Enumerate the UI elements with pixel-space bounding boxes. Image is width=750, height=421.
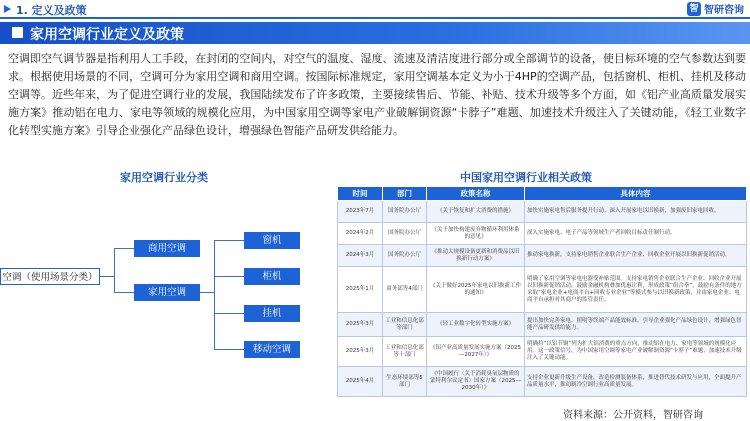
top-bar (0, 0, 750, 18)
cell-policy: 《推动大规模设备更新和消费品以旧换新行动方案》 (427, 245, 525, 267)
cell-dept: 国务院办公厅 (383, 223, 427, 245)
cell-policy: 《关于恢复和扩大消费的措施》 (427, 201, 525, 223)
connector (200, 292, 214, 293)
cell-dept: 工业和信息化部等部门 (383, 313, 427, 337)
logo-mark-icon: 智 (687, 2, 701, 16)
classification-diagram (0, 186, 300, 386)
intro-paragraph: 空调即空气调节器是指利用人工手段，在封闭的空间内，对空气的温度、湿度、流速及清洁度进行部分或全部调节的设备，使目标环境的空气参数达到要求。根据使用场景的不同，空调可分为家用空调和商用空调。按国际标准规定，家用空调基本定义为小于4HP的空调产品，包括窗机、柜机、挂机及移动空调等。近些年来，为了促进空调行业的发展，我国陆续发布了许多政策，主要接续售后、节能、补贴、技术升级等多个方面，如《铝产业高质量发展实施方案》推动铝在电力、家电等领域的规模化应用，为中国家用空调等家电产业破解铜资源“卡脖子”难题、加速技术升级注入了关键动能，《轻工业数字化转型实施方案》引导企业强化产品绿色设计，增强绿色智能产品研发供给能力。 (8, 52, 746, 137)
node-cabinet-unit: 柜机 (244, 268, 300, 285)
connector (214, 313, 244, 314)
title-banner (0, 22, 750, 44)
cell-content: 明确了家用空调等家电电器受补贴范围。支持家电销售企业联合生产企业、回收企业开展以旧换新促销活动，鼓励金融机构叠加优惠让利，形成政策“组合拳”，鼓励有条件的地方采取“家电企业+电商平台+回收专业企业”等模式参与以旧换新政策，并由家电企业、电商平台承担对其商户的监管责任。 (525, 267, 747, 313)
connector (114, 292, 134, 293)
table-title: 中国家用空调行业相关政策 (460, 171, 592, 184)
cell-content: 明确将“以铝节铜”列为扩大铝消费的重点方向，推动铝在电力、家电等领域的规模化应用。这一政策信号，为中国家用空调等家电产业破解铜资源“卡脖子”难题、加速技术升级注入了关键动能。 (525, 337, 747, 367)
table-row (338, 223, 747, 245)
table-header-row (338, 187, 747, 201)
cell-policy: 《关于加快构建废弃物循环利用体系的意见》 (427, 223, 525, 245)
cell-dept: 国务院办公厅 (383, 201, 427, 223)
cell-dept: 商务部等4部门 (383, 267, 427, 313)
logo (687, 1, 744, 16)
column-header: 部门 (383, 187, 427, 201)
cell-time: 2023年7月 (338, 201, 383, 223)
divider (0, 17, 750, 19)
column-header: 政策名称 (427, 187, 525, 201)
node-window-unit: 窗机 (244, 232, 300, 249)
cell-dept: 国务院办公厅 (383, 245, 427, 267)
connector (114, 248, 115, 293)
cell-time: 2024年2月 (338, 223, 383, 245)
cell-time: 2025年3月 (338, 337, 383, 367)
cell-policy: 《关于做好2025年家电以旧换新工作的通知》 (427, 267, 525, 313)
node-household-ac: 家用空调 (134, 284, 200, 301)
node-portable-unit: 移动空调 (244, 341, 300, 358)
node-wall-unit: 挂机 (244, 305, 300, 322)
connector (100, 276, 114, 277)
cell-time: 2024年3月 (338, 245, 383, 267)
square-icon (12, 27, 23, 38)
table-row (338, 245, 747, 267)
diagram-title: 家用空调行业分类 (120, 171, 208, 184)
cell-policy: 《中国履行〈关于消耗臭氧层物质的蒙特利尔议定书〉国家方案（2025—2030年）》 (427, 367, 525, 397)
node-commercial-ac: 商用空调 (134, 240, 200, 257)
table-row (338, 367, 747, 397)
cell-time: 2025年1月 (338, 267, 383, 313)
cell-content: 推动家电换新，支持家电销售企业联合生产企业、回收企业开展以旧换新促销活动。 (525, 245, 747, 267)
connector (214, 240, 244, 241)
connector (214, 276, 244, 277)
cell-time: 2025年4月 (338, 367, 383, 397)
table-row (338, 201, 747, 223)
policy-table (337, 186, 747, 397)
cell-content: 加快实施家电售后服务提升行动。深入开展家电以旧换新，加强废旧家电回收。 (525, 201, 747, 223)
connector (114, 248, 134, 249)
cell-time: 2025年3月 (338, 313, 383, 337)
table-row (338, 337, 747, 367)
column-header: 时间 (338, 187, 383, 201)
triangle-icon (4, 5, 11, 13)
cell-policy: 《轻工业数字化转型实施方案》 (427, 313, 525, 337)
cell-policy: 《铝产业高质量发展实施方案（2025—2027年）》 (427, 337, 525, 367)
connector (214, 349, 244, 350)
column-header: 具体内容 (525, 187, 747, 201)
table-row (338, 313, 747, 337)
cell-content: 支持企业更新升级生产设备，改造检测装备体系，推进替代技术研发与应用，全面提升产品质量水平，推动制冷空调行业高质量发展。 (525, 367, 747, 397)
logo-text: 智研咨询 (704, 5, 744, 16)
cell-dept: 生态环境部等5部门 (383, 367, 427, 397)
table-row (338, 267, 747, 313)
cell-content: 深入实施家电、电子产品等领域生产者回收目标责任制行动。 (525, 223, 747, 245)
connector (214, 240, 215, 350)
diagram-root: 空调（使用场景分类） (0, 268, 100, 285)
cell-dept: 工业和信息化部等十部门 (383, 337, 427, 367)
cell-content: 提出加快完善家电、照明等终端产品能效标准，引导企业强化产品绿色设计，增强绿色智能产品研发供给能力。 (525, 313, 747, 337)
section-title: 1. 定义及政策 (16, 4, 87, 17)
page-title: 家用空调行业定义及政策 (30, 27, 184, 43)
source-note: 资料来源：公开资料，智研咨询 (563, 410, 703, 421)
